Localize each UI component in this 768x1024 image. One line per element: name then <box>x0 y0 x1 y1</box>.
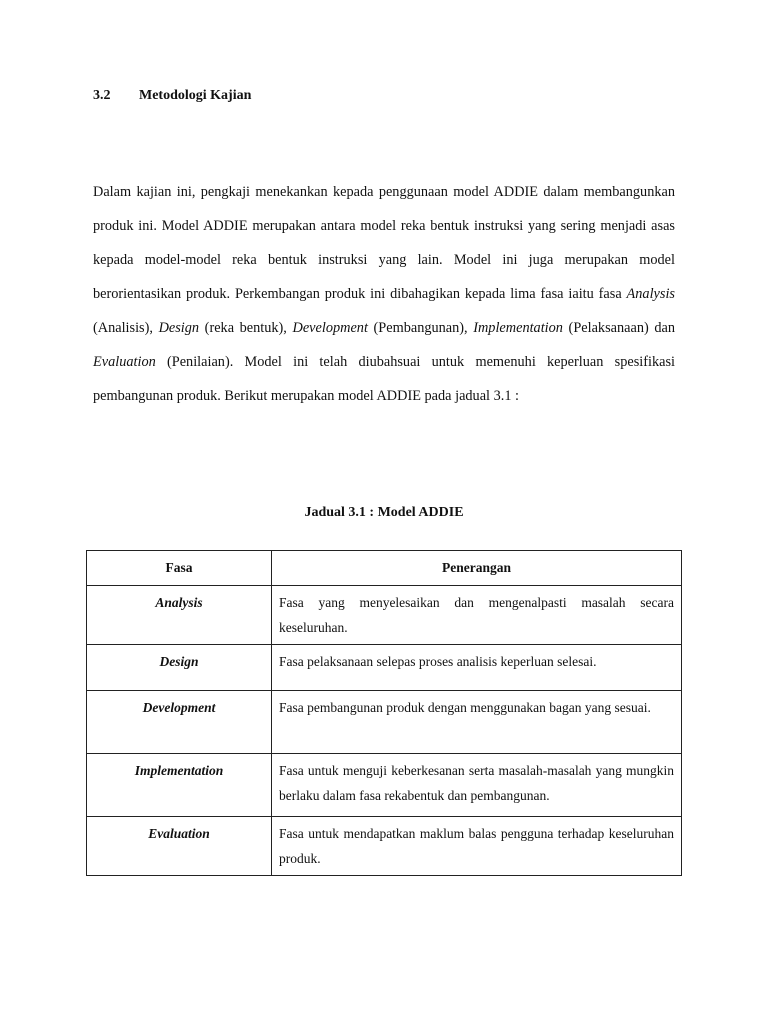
term-development: Development <box>292 320 368 336</box>
description-cell: Fasa yang menyelesaikan dan mengenalpasti masalah secara keseluruhan. <box>272 586 682 645</box>
description-cell: Fasa pembangunan produk dengan menggunakan bagan yang sesuai. <box>272 691 682 754</box>
paragraph-text: (Analisis), <box>93 320 159 336</box>
phase-cell: Analysis <box>87 586 272 645</box>
phase-cell: Implementation <box>87 754 272 817</box>
paragraph-text: (Penilaian). Model ini telah diubahsuai untuk memenuhi keperluan spesifikasi pembangunan produk. Berikut merupakan model ADDIE pada jadual 3.1 : <box>93 354 675 404</box>
paragraph-text: (Pembangunan), <box>367 320 474 336</box>
phase-cell: Evaluation <box>87 817 272 876</box>
header-phase: Fasa <box>87 551 272 586</box>
term-evaluation: Evaluation <box>93 354 156 370</box>
table-header-row <box>87 551 682 586</box>
body-paragraph <box>93 175 675 413</box>
description-cell: Fasa untuk mendapatkan maklum balas pengguna terhadap keseluruhan produk. <box>272 817 682 876</box>
section-title: Metodologi Kajian <box>139 88 252 103</box>
phase-cell: Development <box>87 691 272 754</box>
term-implementation: Implementation <box>473 320 563 336</box>
paragraph-text: Dalam kajian ini, pengkaji menekankan kepada penggunaan model ADDIE dalam membangunkan produk ini. Model ADDIE merupakan antara model reka bentuk instruksi yang sering menjadi asas kepada model-model reka bentuk instruksi yang lain. Model ini juga merupakan model berorientasikan produk. Perkembangan produk ini dibahagikan kepada lima fasa iaitu fasa <box>93 184 675 302</box>
description-cell: Fasa untuk menguji keberkesanan serta masalah-masalah yang mungkin berlaku dalam fasa rekabentuk dan pembangunan. <box>272 754 682 817</box>
term-analysis: Analysis <box>626 286 675 302</box>
description-cell: Fasa pelaksanaan selepas proses analisis keperluan selesai. <box>272 645 682 691</box>
table-row <box>87 645 682 691</box>
paragraph-text: (Pelaksanaan) dan <box>562 320 675 336</box>
header-description: Penerangan <box>272 551 682 586</box>
phase-cell: Design <box>87 645 272 691</box>
addie-table <box>86 550 682 876</box>
section-heading <box>93 88 251 104</box>
table-caption: Jadual 3.1 : Model ADDIE <box>304 505 464 520</box>
paragraph-text: (reka bentuk), <box>199 320 293 336</box>
table-row <box>87 817 682 876</box>
table-row <box>87 691 682 754</box>
term-design: Design <box>158 320 200 336</box>
table-row <box>87 754 682 817</box>
section-number: 3.2 <box>93 88 111 103</box>
table-row <box>87 586 682 645</box>
